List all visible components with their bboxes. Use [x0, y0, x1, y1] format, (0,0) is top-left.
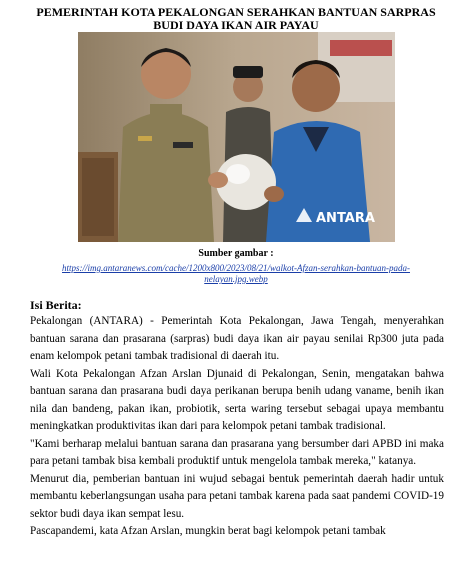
photo-source-label: Sumber gambar :	[198, 248, 274, 259]
paragraph: "Kami berharap melalui bantuan sarana dan prasarana yang bersumber dari APBD ini maka para petani tambak bisa kembali produktif untuk mengelola tambak mereka," katanya.	[30, 437, 444, 467]
article-body	[30, 313, 444, 541]
article-title-line-1: PEMERINTAH KOTA PEKALONGAN SERAHKAN BANTUAN SARPRAS	[36, 5, 436, 19]
paragraph: Wali Kota Pekalongan Afzan Arslan Djunaid di Pekalongan, Senin, mengatakan bahwa bantuan sarana dan prasarana budi daya perikanan berupa benih udang vaname, benih ikan nila dan bandeng, pakan ikan, probiotik, serta waring tersebut sebagai upaya membantu meningkatkan produktivitas ikan dari para kelompok petani tambak tradisional.	[30, 367, 444, 432]
news-photo-illustration	[78, 32, 395, 242]
antara-watermark: ANTARA	[316, 211, 375, 226]
article-title-line-2: BUDI DAYA IKAN AIR PAYAU	[153, 18, 319, 32]
photo-source-url-line-1: https://img.antaranews.com/cache/1200x800/2023/08/21/walkot-Afzan-serahkan-bantuan-pada-	[62, 263, 410, 273]
content-heading: Isi Berita:	[30, 298, 82, 312]
article-title	[20, 6, 452, 32]
news-photo	[78, 32, 395, 242]
paragraph: Pekalongan (ANTARA) - Pemerintah Kota Pekalongan, Jawa Tengah, menyerahkan bantuan sarana dan prasarana (sarpras) budi daya ikan air payau senilai Rp300 juta pada enam kelompok petani tambak tradisional di daerah itu.	[30, 315, 444, 362]
paragraph: Pascapandemi, kata Afzan Arslan, mungkin berat bagi kelompok petani tambak	[30, 525, 386, 537]
photo-source-link[interactable]	[36, 263, 436, 285]
photo-source-url-line-2: nelayan.jpg.webp	[204, 274, 268, 284]
paragraph: Menurut dia, pemberian bantuan ini wujud sebagai bentuk pemerintah daerah hadir untuk membantu keberlangsungan usaha para petani tambak karena pada saat pandemi COVID-19 sektor budi daya ikan sempat lesu.	[30, 472, 444, 520]
